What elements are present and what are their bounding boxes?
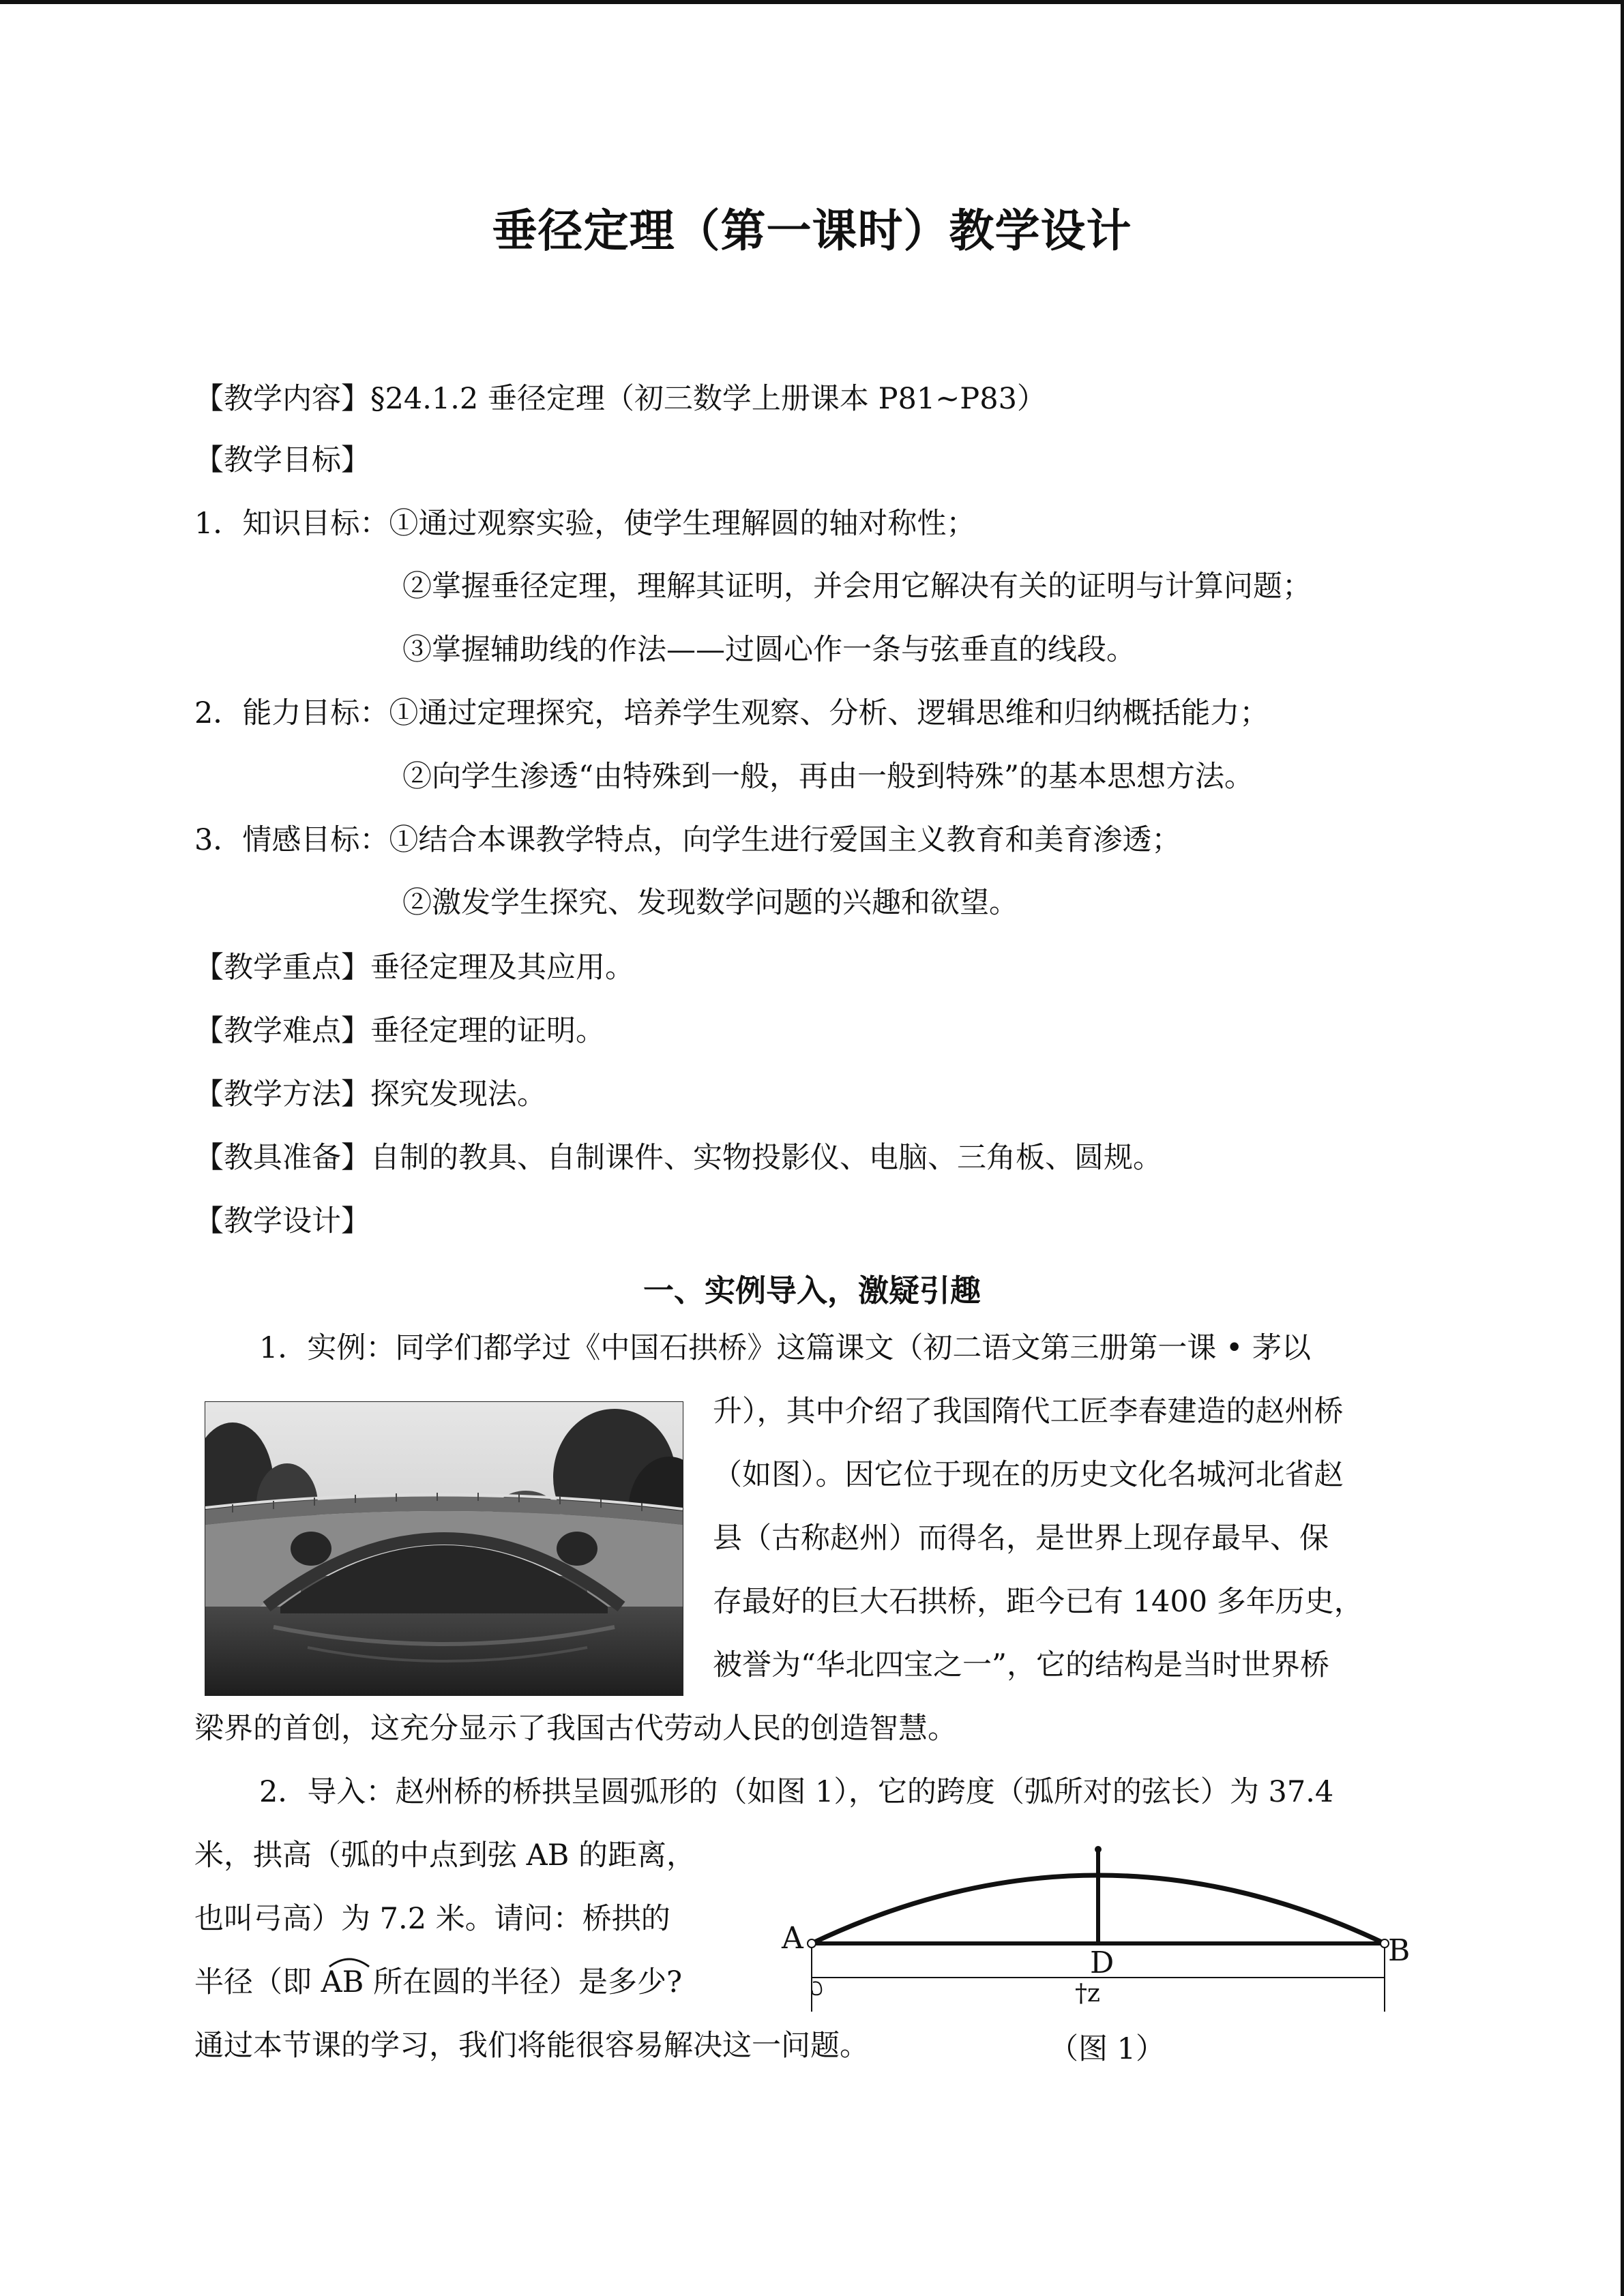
goal-3-label: 3．情感目标：: [194, 823, 389, 857]
page-top-border: [0, 0, 1624, 4]
goal-1-item-a: ①通过观察实验，使学生理解圆的轴对称性；: [389, 507, 976, 541]
example-line-7: 梁界的首创，这充分显示了我国古代劳动人民的创造智慧。: [194, 1712, 957, 1746]
document-title: 垂径定理（第一课时）教学设计: [492, 204, 1132, 257]
example-line-1: 1．实例：同学们都学过《中国石拱桥》这篇课文（初二语文第三册第一课 • 茅以: [259, 1331, 1312, 1365]
goal-2-label: 2．能力目标：: [194, 696, 389, 730]
intro-line-5: 通过本节课的学习，我们将能很容易解决这一问题。: [194, 2029, 869, 2063]
label-d: D: [1090, 1945, 1114, 1980]
goal-3-item-b: ②激发学生探究、发现数学问题的兴趣和欲望。: [402, 886, 1018, 920]
example-line-6: 被誉为“华北四宝之一”，它的结构是当时世界桥: [713, 1648, 1329, 1682]
page-right-border: [1621, 0, 1624, 2296]
label-a: A: [782, 1921, 803, 1956]
key-point: 【教学重点】垂径定理及其应用。: [194, 951, 634, 985]
goal-3-item-a: ①结合本课教学特点，向学生进行爱国主义教育和美育渗透；: [389, 823, 1181, 857]
point-a: [808, 1939, 816, 1948]
goal-2-row: [194, 695, 1269, 732]
goal-1-row: [194, 505, 975, 542]
label-b: B: [1388, 1933, 1411, 1968]
intro-line-4: [194, 1964, 682, 2001]
goals-heading: 【教学目标】: [194, 443, 370, 477]
example-line-2: 升），其中介绍了我国隋代工匠李春建造的赵州桥: [713, 1395, 1344, 1429]
teaching-method: 【教学方法】探究发现法。: [194, 1077, 546, 1112]
difficulty: 【教学难点】垂径定理的证明。: [194, 1014, 605, 1048]
intro-line-4-post: 所在圆的半径）是多少?: [364, 1965, 683, 1999]
intro-line-4-pre: 半径（即: [194, 1965, 321, 1999]
teaching-content: 【教学内容】§24.1.2 垂径定理（初三数学上册课本 P81~P83）: [194, 382, 1046, 416]
intro-line-3: 也叫弓高）为 7.2 米。请问：桥拱的: [194, 1902, 670, 1936]
label-dimension: †z: [1075, 1980, 1100, 2008]
bridge-arc-diagram: [784, 1831, 1426, 2036]
small-mark-icon: [812, 1982, 821, 1995]
goal-1-label: 1．知识目标：: [194, 507, 389, 541]
goal-1-item-b: ②掌握垂径定理，理解其证明，并会用它解决有关的证明与计算问题；: [402, 569, 1312, 603]
teaching-tools: 【教具准备】自制的教具、自制课件、实物投影仪、电脑、三角板、圆规。: [194, 1141, 1162, 1175]
goal-1-item-c: ③掌握辅助线的作法——过圆心作一条与弦垂直的线段。: [402, 633, 1136, 667]
design-heading: 【教学设计】: [194, 1204, 370, 1238]
section-1-heading: 一、实例导入，激疑引趣: [643, 1272, 981, 1309]
arc-ab-text: AB: [321, 1965, 364, 1999]
example-line-3: （如图）。因它位于现在的历史文化名城河北省赵: [713, 1458, 1344, 1492]
intro-line-1: 2．导入：赵州桥的桥拱呈圆弧形的（如图 1），它的跨度（弧所对的弦长）为 37.4: [259, 1775, 1334, 1809]
goal-3-row: [194, 822, 1181, 859]
zhaozhou-bridge-photo: [205, 1401, 683, 1696]
goal-2-item-a: ①通过定理探究，培养学生观察、分析、逻辑思维和归纳概括能力；: [389, 696, 1269, 730]
arc-overline-icon: [325, 1954, 373, 1968]
intro-line-2: 米，拱高（弧的中点到弦 AB 的距离，: [194, 1838, 696, 1873]
example-line-4: 县（古称赵州）而得名，是世界上现存最早、保: [713, 1521, 1329, 1555]
point-c: [1095, 1846, 1102, 1853]
figure-1: [782, 1831, 1426, 2066]
example-line-5: 存最好的巨大石拱桥，距今已有 1400 多年历史，: [713, 1585, 1363, 1619]
arc-ab-symbol: [321, 1964, 364, 2001]
goal-2-item-b: ②向学生渗透“由特殊到一般，再由一般到特殊”的基本思想方法。: [402, 760, 1254, 794]
bridge-photo-icon: [205, 1402, 683, 1695]
figure-caption: （图 1）: [1049, 2032, 1166, 2066]
